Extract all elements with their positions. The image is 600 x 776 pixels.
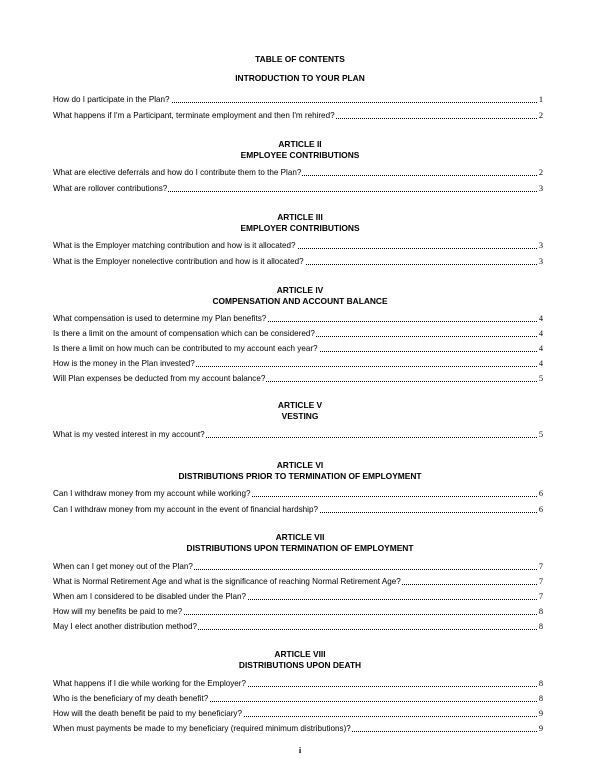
toc-entry[interactable] bbox=[53, 110, 543, 122]
article-number: ARTICLE V bbox=[277, 400, 323, 410]
toc-entry-page: 6 bbox=[538, 505, 543, 514]
section-heading bbox=[0, 400, 600, 422]
section-heading bbox=[0, 532, 600, 554]
section-title: DISTRIBUTIONS UPON TERMINATION OF EMPLOYMENT bbox=[186, 543, 414, 553]
toc-entry[interactable] bbox=[53, 167, 543, 179]
toc-entry-question: How is the money in the Plan invested? bbox=[53, 359, 195, 368]
toc-entry-page: 3 bbox=[538, 257, 543, 266]
toc-entry-page: 3 bbox=[538, 241, 543, 250]
toc-entry[interactable] bbox=[53, 240, 543, 252]
toc-entry-question: Who is the beneficiary of my death benefit? bbox=[53, 694, 209, 703]
page-title: TABLE OF CONTENTS bbox=[255, 54, 345, 64]
toc-entry[interactable] bbox=[53, 313, 543, 325]
toc-entry-question: When can I get money out of the Plan? bbox=[53, 562, 193, 571]
toc-entry[interactable] bbox=[53, 343, 543, 355]
article-number: ARTICLE III bbox=[277, 212, 323, 222]
toc-entry[interactable] bbox=[53, 358, 543, 370]
toc-entry[interactable] bbox=[53, 723, 543, 735]
section-title: VESTING bbox=[281, 411, 319, 421]
toc-entry-question: When must payments be made to my beneficiary (required minimum distributions)? bbox=[53, 724, 351, 733]
toc-entry-question: What are elective deferrals and how do I contribute them to the Plan? bbox=[53, 168, 302, 177]
toc-entry-page: 9 bbox=[538, 724, 543, 733]
section-title: EMPLOYEE CONTRIBUTIONS bbox=[240, 150, 360, 160]
toc-entry[interactable] bbox=[53, 693, 543, 705]
section-heading bbox=[0, 649, 600, 671]
section-title: DISTRIBUTIONS UPON DEATH bbox=[238, 660, 362, 670]
section-title: INTRODUCTION TO YOUR PLAN bbox=[235, 73, 365, 83]
toc-entry-question: What is the Employer nonelective contribution and how is it allocated? bbox=[53, 257, 304, 266]
toc-entry-page: 9 bbox=[538, 709, 543, 718]
toc-entry[interactable] bbox=[53, 591, 543, 603]
toc-entry-page: 1 bbox=[538, 95, 543, 104]
toc-entry-page: 8 bbox=[538, 607, 543, 616]
toc-entry[interactable] bbox=[53, 708, 543, 720]
toc-entry[interactable] bbox=[53, 488, 543, 500]
toc-entry-page: 2 bbox=[538, 111, 543, 120]
section-title: COMPENSATION AND ACCOUNT BALANCE bbox=[212, 296, 388, 306]
toc-entry[interactable] bbox=[53, 328, 543, 340]
toc-entry-page: 8 bbox=[538, 622, 543, 631]
toc-entry-page: 4 bbox=[538, 314, 543, 323]
section-heading bbox=[0, 139, 600, 161]
toc-entry-question: Can I withdraw money from my account in the event of financial hardship? bbox=[53, 505, 318, 514]
toc-entry-question: What is the Employer matching contribution and how is it allocated? bbox=[53, 241, 296, 250]
toc-entry-page: 4 bbox=[538, 329, 543, 338]
toc-entry-question: How do I participate in the Plan? bbox=[53, 95, 170, 104]
article-number: ARTICLE II bbox=[278, 139, 322, 149]
toc-entry[interactable] bbox=[53, 621, 543, 633]
toc-entry-question: What is my vested interest in my account? bbox=[53, 430, 205, 439]
toc-entry-question: Is there a limit on the amount of compensation which can be considered? bbox=[53, 329, 315, 338]
toc-entry-question: What is Normal Retirement Age and what is the significance of reaching Normal Retirement Age? bbox=[53, 577, 401, 586]
section-title: EMPLOYER CONTRIBUTIONS bbox=[240, 223, 360, 233]
toc-entry-page: 7 bbox=[538, 562, 543, 571]
toc-entry-page: 6 bbox=[538, 489, 543, 498]
toc-entry-page: 5 bbox=[538, 430, 543, 439]
toc-entry-page: 2 bbox=[538, 168, 543, 177]
toc-entry[interactable] bbox=[53, 576, 543, 588]
toc-entry-question: Is there a limit on how much can be contributed to my account each year? bbox=[53, 344, 318, 353]
section-heading bbox=[0, 285, 600, 307]
toc-entry-question: Can I withdraw money from my account while working? bbox=[53, 489, 251, 498]
toc-entry-page: 4 bbox=[538, 359, 543, 368]
toc-entry[interactable] bbox=[53, 429, 543, 441]
toc-entry[interactable] bbox=[53, 561, 543, 573]
section-heading bbox=[0, 460, 600, 482]
toc-entry[interactable] bbox=[53, 94, 543, 106]
toc-entry[interactable] bbox=[53, 183, 543, 195]
section-title: DISTRIBUTIONS PRIOR TO TERMINATION OF EMPLOYMENT bbox=[178, 471, 422, 481]
toc-entry-page: 5 bbox=[538, 374, 543, 383]
article-number: ARTICLE VII bbox=[275, 532, 325, 542]
toc-entry[interactable] bbox=[53, 678, 543, 690]
toc-entry-page: 8 bbox=[538, 694, 543, 703]
toc-entry-question: What compensation is used to determine my Plan benefits? bbox=[53, 314, 267, 323]
article-number: ARTICLE VIII bbox=[274, 649, 326, 659]
toc-entry-question: Will Plan expenses be deducted from my account balance? bbox=[53, 374, 266, 383]
toc-entry-question: What are rollover contributions? bbox=[53, 184, 168, 193]
toc-entry-question: What happens if I die while working for the Employer? bbox=[53, 679, 246, 688]
toc-entry-question: When am I considered to be disabled under the Plan? bbox=[53, 592, 247, 601]
article-number: ARTICLE IV bbox=[276, 285, 324, 295]
toc-entry-page: 8 bbox=[538, 679, 543, 688]
section-heading bbox=[0, 73, 600, 84]
toc-entry-page: 7 bbox=[538, 592, 543, 601]
section-heading bbox=[0, 212, 600, 234]
toc-entry-question: How will the death benefit be paid to my beneficiary? bbox=[53, 709, 242, 718]
toc-entry[interactable] bbox=[53, 606, 543, 618]
toc-entry-question: What happens if I'm a Participant, terminate employment and then I'm rehired? bbox=[53, 111, 335, 120]
toc-entry[interactable] bbox=[53, 256, 543, 268]
toc-entry-page: 4 bbox=[538, 344, 543, 353]
toc-entry[interactable] bbox=[53, 504, 543, 516]
toc-entry[interactable] bbox=[53, 373, 543, 385]
article-number: ARTICLE VI bbox=[276, 460, 324, 470]
toc-entry-page: 7 bbox=[538, 577, 543, 586]
toc-entry-page: 3 bbox=[538, 184, 543, 193]
toc-entry-question: How will my benefits be paid to me? bbox=[53, 607, 183, 616]
toc-entry-question: May I elect another distribution method? bbox=[53, 622, 197, 631]
page-number: i bbox=[298, 746, 302, 755]
